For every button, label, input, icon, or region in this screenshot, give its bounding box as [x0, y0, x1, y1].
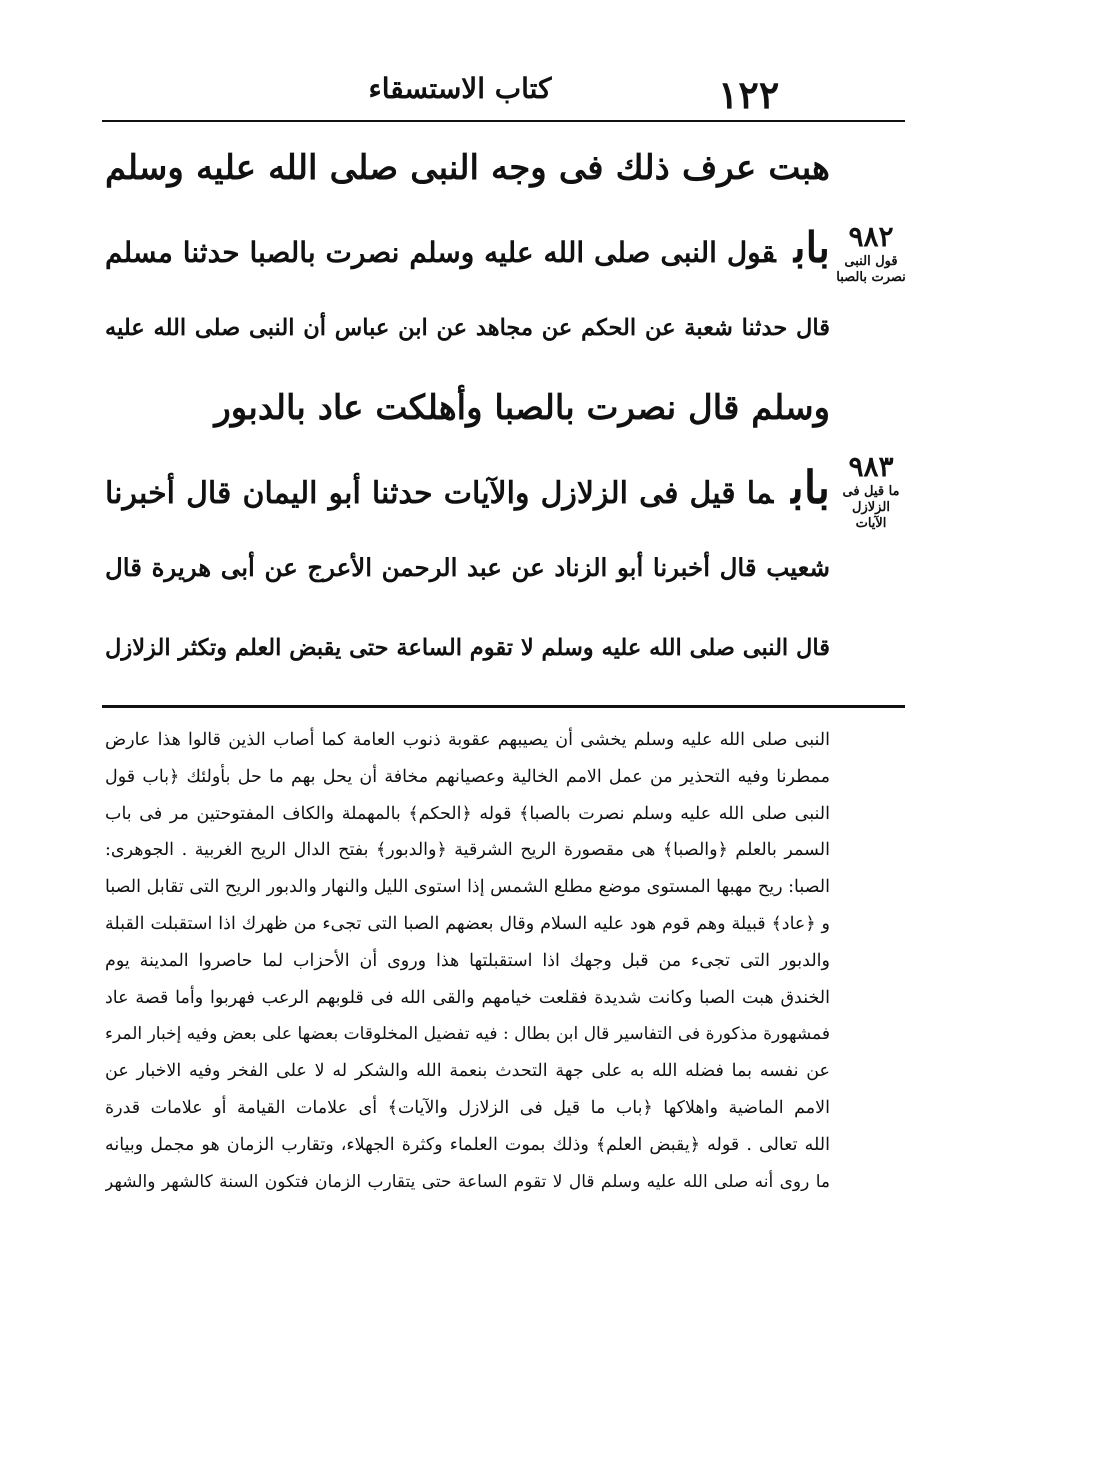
commentary-line: والدبور التى تجىء من قبل وجهك اذا استقبلتها هذا وروى أن الأحزاب لما حاصروا المدينة يوم — [105, 950, 830, 971]
margin-caption: نصرت بالصبا — [836, 270, 906, 285]
commentary-line: و ﴿عاد﴾ قبيلة وهم قوم هود عليه السلام وقال بعضهم الصبا التى تجىء من ظهرك اذا استقبلت القبلة — [105, 913, 830, 934]
header-divider — [102, 120, 905, 122]
main-text-line — [105, 608, 830, 688]
margin-caption: قول النبى — [844, 254, 898, 269]
commentary-line: الخندق هبت الصبا وكانت شديدة فقلعت خيامهم والقى الله فى قلوبهم الرعب فهربوا وأما قصة عاد — [105, 987, 830, 1008]
page-number: ١٢٢ — [718, 72, 780, 117]
main-text-segment: قول النبى صلى الله عليه وسلم نصرت بالصبا حدثنا مسلم — [105, 236, 776, 269]
main-text-segment: ما قيل فى الزلازل والآيات حدثنا أبو اليمان قال أخبرنا — [105, 476, 774, 511]
main-text-line — [105, 208, 830, 288]
main-text-line — [105, 448, 830, 528]
commentary-line: النبى صلى الله عليه وسلم يخشى أن يصيبهم عقوبة ذنوب العامة كما أصاب الذين قالوا هذا عارض — [105, 730, 830, 750]
margin-caption: ما قيل فى — [842, 484, 900, 499]
main-text-block — [105, 128, 830, 688]
hadith-number: ٩٨٢ — [848, 220, 894, 253]
main-text-segment: قال حدثنا شعبة عن الحكم عن مجاهد عن ابن عباس أن النبى صلى الله عليه — [105, 315, 830, 341]
main-text-segment: وسلم قال نصرت بالصبا وأهلكت عاد بالدبور — [214, 388, 830, 428]
commentary-line: ما روى أنه صلى الله عليه وسلم قال لا تقوم الساعة حتى يتقارب الزمان فتكون السنة كالشهر والشهر — [105, 1171, 830, 1192]
main-text-line — [105, 368, 830, 448]
main-text-line — [105, 528, 830, 608]
commentary-block — [105, 722, 830, 1200]
commentary-line: الامم الماضية واهلاكها ﴿باب ما قيل فى الزلازل والآيات﴾ أى علامات القيامة أو علامات قدرة — [105, 1097, 830, 1118]
commentary-line: النبى صلى الله عليه وسلم نصرت بالصبا﴾ قوله ﴿الحكم﴾ بالمهملة والكاف المفتوحتين مر فى باب — [105, 803, 830, 824]
main-text-segment: قال النبى صلى الله عليه وسلم لا تقوم الساعة حتى يقبض العلم وتكثر الزلازل — [105, 635, 830, 661]
commentary-line: فمشهورة مذكورة فى التفاسير قال ابن بطال : فيه تفضيل المخلوقات بعضها على بعض وفيه إخبار المرء — [105, 1024, 830, 1045]
main-text-line — [105, 288, 830, 368]
commentary-line: عن نفسه بما فضله الله به على جهة التحدث بنعمة الله والشكر له لا على الفخر وفيه الاخبار عن — [105, 1061, 830, 1082]
main-text-segment: شعيب قال أخبرنا أبو الزناد عن عبد الرحمن الأعرج عن أبى هريرة قال — [105, 553, 830, 582]
commentary-line: ممطرنا وفيه التحذير من عمل الامم الخالية وعصيانهم مخافة أن يحل بهم ما حل بأولئك ﴿باب قول — [105, 766, 830, 787]
margin-note-982 — [836, 220, 906, 286]
commentary-line: الله تعالى . قوله ﴿يقبض العلم﴾ وذلك بموت العلماء وكثرة الجهلاء، وتقارب الزمان هو مجمل وبيانه — [105, 1134, 830, 1155]
bab-heading: باب — [793, 223, 830, 272]
running-title: كتاب الاستسقاء — [368, 72, 552, 105]
margin-caption: الآيات — [855, 516, 887, 531]
margin-note-983 — [836, 450, 906, 532]
bab-heading: باب — [791, 461, 830, 514]
footnote-divider — [102, 705, 905, 708]
main-text-line — [105, 128, 830, 208]
hadith-number: ٩٨٣ — [848, 450, 894, 483]
commentary-line: السمر بالعلم ﴿والصبا﴾ هى مقصورة الريح الشرقية ﴿والدبور﴾ بفتح الدال الريح الغربية . الجوهرى: — [105, 840, 830, 861]
commentary-line: الصبا: ريح مهبها المستوى موضع مطلع الشمس إذا استوى الليل والنهار والدبور الريح التى تقابل الصبا — [105, 877, 830, 898]
main-text-segment: هبت عرف ذلك فى وجه النبى صلى الله عليه وسلم — [105, 148, 830, 188]
margin-caption: الزلازل — [852, 500, 890, 515]
